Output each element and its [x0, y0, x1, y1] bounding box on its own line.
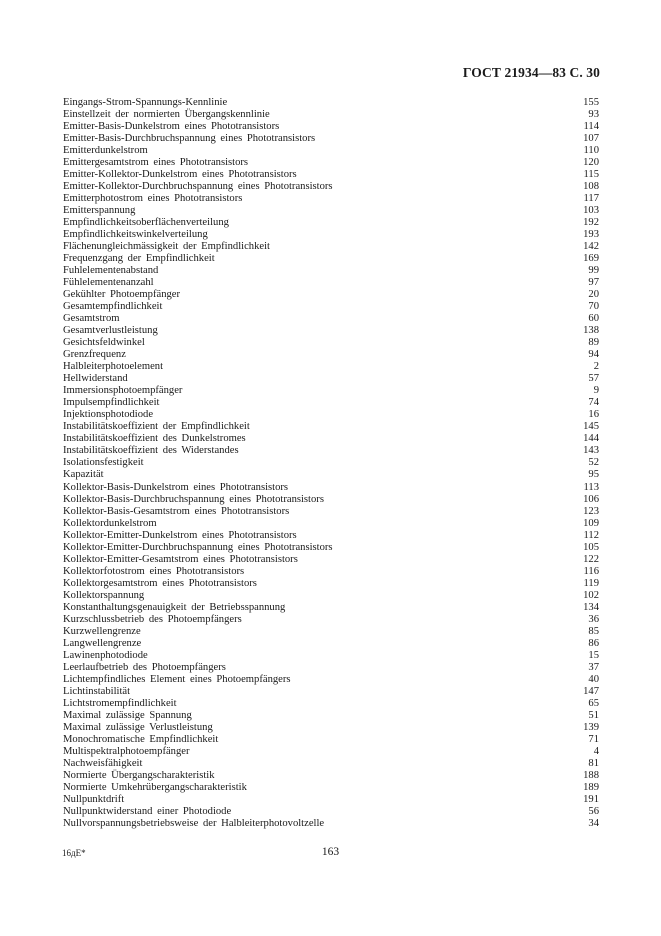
index-page-number: 71 — [588, 733, 599, 745]
index-term: Kollektorfotostrom eines Phototransistors — [63, 565, 245, 577]
index-term: Kurzschlussbetrieb des Photoempfängers — [63, 613, 242, 625]
index-page-number: 115 — [583, 169, 599, 181]
index-page-number: 40 — [588, 673, 599, 685]
index-page-number: 116 — [583, 565, 599, 577]
index-entry — [63, 145, 599, 157]
index-term: Normierte Umkehrübergangscharakteristik — [63, 781, 247, 793]
index-term: Injektionsphotodiode — [63, 409, 154, 421]
index-entry — [63, 229, 599, 241]
index-entry — [63, 301, 599, 313]
index-entry — [63, 409, 599, 421]
print-mark: 16дЕ* — [62, 848, 86, 858]
index-term: Lichtinstabilität — [63, 685, 131, 697]
index-entry — [63, 758, 599, 770]
index-term: Kurzwellengrenze — [63, 625, 141, 637]
index-term: Konstanthaltungsgenauigkeit der Betriebsspannung — [63, 601, 286, 613]
index-page-number: 34 — [588, 817, 599, 829]
index-page-number: 99 — [588, 265, 599, 277]
index-page-number: 103 — [583, 205, 599, 217]
index-entry — [63, 518, 599, 530]
index-page-number: 192 — [583, 217, 599, 229]
index-term: Emitterdunkelstrom — [63, 145, 148, 157]
index-term: Fuhlelementenabstand — [63, 265, 159, 277]
index-entry — [63, 686, 599, 698]
index-page-number: 95 — [588, 469, 599, 481]
index-entry — [63, 482, 599, 494]
index-entry — [63, 349, 599, 361]
index-term: Langwellengrenze — [63, 637, 142, 649]
index-entry — [63, 638, 599, 650]
index-page-number: 193 — [583, 229, 599, 241]
index-entry — [63, 205, 599, 217]
index-term: Lichtstromempfindlichkeit — [63, 697, 177, 709]
index-page-number: 106 — [583, 493, 599, 505]
index-page-number: 86 — [588, 637, 599, 649]
index-page-number: 70 — [588, 301, 599, 313]
index-entry — [63, 614, 599, 626]
index-page-number: 155 — [583, 97, 599, 108]
index-term: Kollektor-Basis-Gesamtstrom eines Phototransistors — [63, 505, 290, 517]
index-entry — [63, 806, 599, 818]
index-term: Kollektor-Emitter-Durchbruchspannung eines Phototransistors — [63, 541, 333, 553]
index-entry — [63, 277, 599, 289]
index-entry — [63, 662, 599, 674]
index-entry — [63, 385, 599, 397]
page-number: 163 — [321, 846, 340, 858]
index-entry — [63, 457, 599, 469]
index-term: Grenzfrequenz — [63, 349, 126, 361]
index-entry — [63, 361, 599, 373]
index-page-number: 108 — [583, 181, 599, 193]
index-entry — [63, 397, 599, 409]
index-page-number: 85 — [588, 625, 599, 637]
index-term: Nachweisfähigkeit — [63, 757, 143, 769]
index-entry — [63, 193, 599, 205]
index-page-number: 74 — [588, 397, 599, 409]
index-page-number: 139 — [583, 721, 599, 733]
index-term: Halbleiterphotoelement — [63, 361, 164, 373]
index-page-number: 4 — [593, 745, 599, 757]
index-term: Emitter-Kollektor-Durchbruchspannung eines Phototransistors — [63, 181, 333, 193]
index-page-number: 147 — [583, 685, 599, 697]
index-term: Empfindlichkeitswinkelverteilung — [63, 229, 208, 241]
index-entry — [63, 325, 599, 337]
index-entry — [63, 746, 599, 758]
index-entry — [63, 734, 599, 746]
index-entry — [63, 554, 599, 566]
index-term: Gesamtempfindlichkeit — [63, 301, 163, 313]
index-term: Einstellzeit der normierten Übergangskennlinie — [63, 109, 270, 121]
index-entry — [63, 181, 599, 193]
index-term: Nullvorspannungsbetriebsweise der Halbleiterphotovoltzelle — [63, 817, 325, 829]
index-term: Flächenungleichmässigkeit der Empfindlichkeit — [63, 241, 270, 253]
index-page-number: 60 — [588, 313, 599, 325]
index-term: Gesamtstrom — [63, 313, 120, 325]
index-term: Emitter-Basis-Dunkelstrom eines Phototransistors — [63, 121, 280, 133]
index-page-number: 134 — [583, 601, 599, 613]
index-page-number: 145 — [583, 421, 599, 433]
index-term: Lawinenphotodiode — [63, 649, 148, 661]
index-entry — [63, 578, 599, 590]
index-term: Kollektorgesamtstrom eines Phototransistors — [63, 577, 257, 589]
index-page-number: 51 — [588, 709, 599, 721]
index-page-number: 105 — [583, 541, 599, 553]
index-page-number: 97 — [588, 277, 599, 289]
index-term: Maximal zulässige Verlustleistung — [63, 721, 213, 733]
index-entry — [63, 97, 599, 109]
index-entry — [63, 241, 599, 253]
index-term: Impulsempfindlichkeit — [63, 397, 160, 409]
index-term: Emitterphotostrom eines Phototransistors — [63, 193, 243, 205]
index-page-number: 123 — [583, 505, 599, 517]
index-term: Monochromatische Empfindlichkeit — [63, 733, 219, 745]
index-page-number: 189 — [583, 781, 599, 793]
index-entry — [63, 818, 599, 830]
index-term: Multispektralphotoempfänger — [63, 745, 190, 757]
index-page-number: 102 — [583, 589, 599, 601]
index-page-number: 65 — [588, 697, 599, 709]
index-term: Gesichtsfeldwinkel — [63, 337, 145, 349]
index-entry — [63, 169, 599, 181]
index-page-number: 169 — [583, 253, 599, 265]
index-list — [63, 97, 599, 830]
index-entry — [63, 421, 599, 433]
index-page-number: 9 — [593, 385, 599, 397]
index-term: Emitter-Basis-Durchbruchspannung eines Phototransistors — [63, 133, 316, 145]
index-term: Instabilitätskoeffizient der Empfindlichkeit — [63, 421, 250, 433]
index-page-number: 144 — [583, 433, 599, 445]
index-page-number: 188 — [583, 769, 599, 781]
index-page-number: 81 — [588, 757, 599, 769]
index-entry — [63, 337, 599, 349]
index-page-number: 57 — [588, 373, 599, 385]
index-entry — [63, 650, 599, 662]
index-entry — [63, 530, 599, 542]
index-page-number: 15 — [588, 649, 599, 661]
index-page-number: 142 — [583, 241, 599, 253]
index-page-number: 52 — [588, 457, 599, 469]
index-term: Maximal zulässige Spannung — [63, 709, 192, 721]
index-term: Empfindlichkeitsoberflächenverteilung — [63, 217, 229, 229]
index-entry — [63, 445, 599, 457]
index-page-number: 110 — [583, 145, 599, 157]
index-entry — [63, 433, 599, 445]
index-entry — [63, 469, 599, 481]
index-entry — [63, 109, 599, 121]
index-term: Kollektor-Basis-Durchbruchspannung eines Phototransistors — [63, 493, 324, 505]
index-entry — [63, 674, 599, 686]
index-entry — [63, 782, 599, 794]
index-entry — [63, 373, 599, 385]
index-term: Kollektor-Emitter-Gesamtstrom eines Phototransistors — [63, 553, 298, 565]
index-term: Lichtempfindliches Element eines Photoempfängers — [63, 673, 291, 685]
index-term: Nullpunktdrift — [63, 793, 125, 805]
index-term: Isolationsfestigkeit — [63, 457, 144, 469]
index-term: Gesamtverlustleistung — [63, 325, 158, 337]
index-entry — [63, 313, 599, 325]
index-entry — [63, 590, 599, 602]
index-entry — [63, 289, 599, 301]
index-term: Kapazität — [63, 469, 104, 481]
index-page-number: 16 — [588, 409, 599, 421]
index-entry — [63, 722, 599, 734]
index-page-number: 143 — [583, 445, 599, 457]
index-term: Leerlaufbetrieb des Photoempfängers — [63, 661, 226, 673]
index-entry — [63, 506, 599, 518]
index-page-number: 93 — [588, 109, 599, 121]
index-term: Normierte Übergangscharakteristik — [63, 769, 215, 781]
index-entry — [63, 566, 599, 578]
index-term: Emittergesamtstrom eines Phototransistors — [63, 157, 249, 169]
index-page-number: 120 — [583, 157, 599, 169]
index-term: Nullpunktwiderstand einer Photodiode — [63, 805, 232, 817]
index-term: Immersionsphotoempfänger — [63, 385, 183, 397]
index-page-number: 36 — [588, 613, 599, 625]
index-page-number: 56 — [588, 805, 599, 817]
index-term: Kollektor-Emitter-Dunkelstrom eines Phototransistors — [63, 529, 297, 541]
page-header: ГОСТ 21934—83 С. 30 — [462, 65, 600, 80]
index-page-number: 107 — [583, 133, 599, 145]
index-term: Instabilitätskoeffizient des Dunkelstromes — [63, 433, 246, 445]
index-entry — [63, 794, 599, 806]
index-page-number: 191 — [583, 793, 599, 805]
index-page-number: 109 — [583, 517, 599, 529]
index-page-number: 117 — [583, 193, 599, 205]
index-entry — [63, 217, 599, 229]
index-entry — [63, 710, 599, 722]
index-term: Fühlelementenanzahl — [63, 277, 154, 289]
index-entry — [63, 253, 599, 265]
index-term: Emitter-Kollektor-Dunkelstrom eines Phototransistors — [63, 169, 297, 181]
index-page-number: 114 — [583, 121, 599, 133]
index-page-number: 94 — [588, 349, 599, 361]
index-term: Eingangs-Strom-Spannungs-Kennlinie — [63, 97, 228, 108]
index-entry — [63, 542, 599, 554]
index-term: Kollektordunkelstrom — [63, 517, 157, 529]
index-page-number: 20 — [588, 289, 599, 301]
index-term: Instabilitätskoeffizient des Widerstandes — [63, 445, 239, 457]
index-page-number: 2 — [593, 361, 599, 373]
index-entry — [63, 133, 599, 145]
index-term: Hellwiderstand — [63, 373, 128, 385]
index-page-number: 112 — [583, 529, 599, 541]
index-entry — [63, 265, 599, 277]
index-entry — [63, 698, 599, 710]
index-entry — [63, 157, 599, 169]
index-page-number: 37 — [588, 661, 599, 673]
index-term: Emitterspannung — [63, 205, 136, 217]
index-page-number: 89 — [588, 337, 599, 349]
index-entry — [63, 121, 599, 133]
index-page-number: 119 — [583, 577, 599, 589]
index-entry — [63, 770, 599, 782]
index-entry — [63, 602, 599, 614]
index-term: Frequenzgang der Empfindlichkeit — [63, 253, 215, 265]
index-page-number: 138 — [583, 325, 599, 337]
index-page-number: 122 — [583, 553, 599, 565]
index-entry — [63, 494, 599, 506]
index-term: Kollektor-Basis-Dunkelstrom eines Phototransistors — [63, 481, 289, 493]
index-term: Gekühlter Photoempfänger — [63, 289, 181, 301]
index-entry — [63, 626, 599, 638]
index-term: Kollektorspannung — [63, 589, 145, 601]
index-page-number: 113 — [583, 481, 599, 493]
